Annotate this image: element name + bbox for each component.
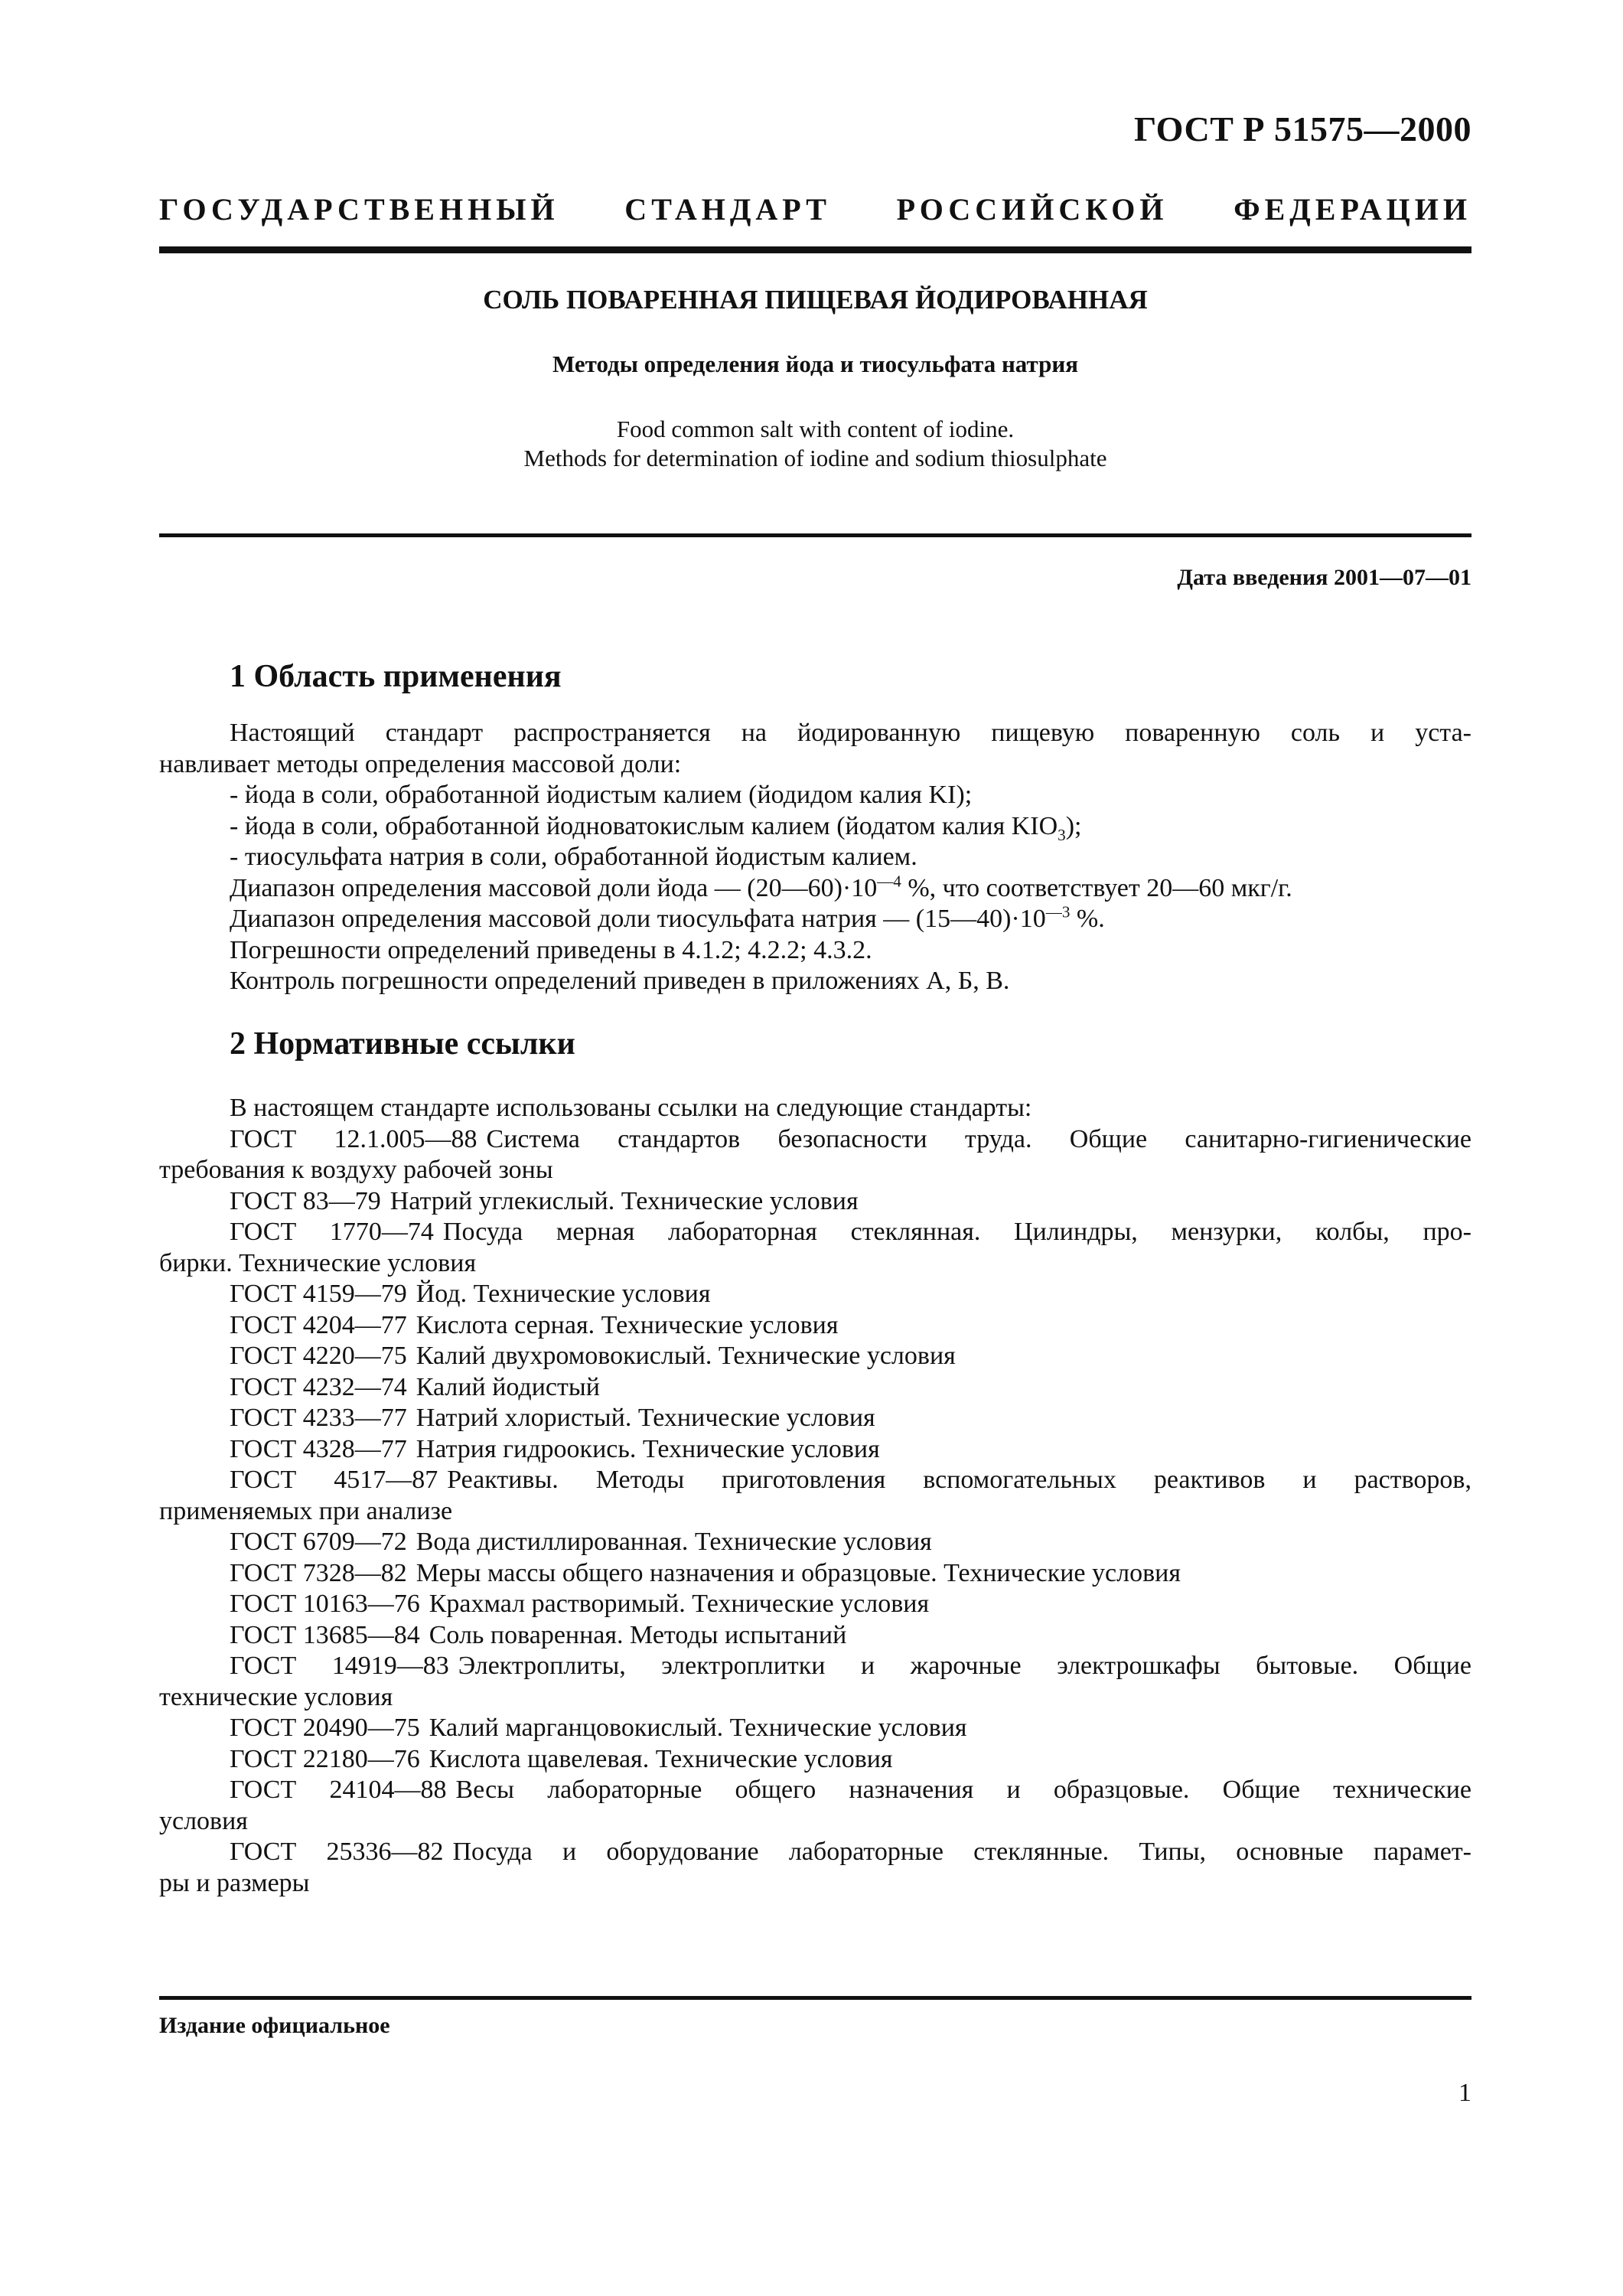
reference-title: Калий йодистый [416, 1372, 600, 1401]
reference-number: ГОСТ 12.1.005—88 [230, 1124, 477, 1153]
references-rows [159, 1124, 1471, 1900]
reference-title: Натрий углекислый. Технические условия [389, 1186, 859, 1215]
document-code: ГОСТ Р 51575—2000 [1134, 109, 1471, 148]
reference-title-cont: бирки. Технические условия [159, 1248, 477, 1277]
document-title: СОЛЬ ПОВАРЕННАЯ ПИЩЕВАЯ ЙОДИРОВАННАЯ [483, 285, 1148, 315]
section-1-body [159, 718, 1471, 997]
reference-title: Натрий хлористый. Технические условия [416, 1404, 875, 1432]
state-standard-heading: ГОСУДАРСТВЕННЫЙ СТАНДАРТ РОССИЙСКОЙ ФЕДЕРАЦИИ [159, 192, 1471, 227]
reference-title-cont: применяемых при анализе [159, 1496, 453, 1525]
reference-title: Реактивы. Методы приготовления вспомогательных реактивов и растворов, [447, 1466, 1471, 1494]
reference-title: Калий марганцовокислый. Технические условия [429, 1714, 967, 1742]
reference-number: ГОСТ 10163—76 [230, 1590, 420, 1618]
references-list [159, 1093, 1471, 1899]
reference-item [159, 1341, 1471, 1372]
introduction-date: Дата введения 2001—07—01 [1177, 565, 1471, 590]
scope-item-2-text: - йода в соли, обработанной йодноватокислым калием (йодатом калия KIO [230, 811, 1058, 840]
english-title-line-2: Methods for determination of iodine and sodium thiosulphate [523, 445, 1107, 471]
reference-item [159, 1279, 1471, 1310]
reference-item [159, 1186, 1471, 1218]
reference-title: Электроплиты, электроплитки и жарочные электрошкафы бытовые. Общие [458, 1652, 1471, 1680]
reference-number: ГОСТ 1770—74 [230, 1218, 434, 1246]
iodine-range-tail: %, что соответствует 20—60 мкг/г. [901, 873, 1292, 902]
official-edition-label: Издание официальное [159, 2013, 390, 2038]
reference-number: ГОСТ 4220—75 [230, 1342, 407, 1370]
thiosulphate-range-exponent: —3 [1045, 902, 1071, 921]
title-divider [159, 533, 1471, 537]
reference-title: Кислота серная. Технические условия [416, 1310, 839, 1339]
english-title-line-1: Food common salt with content of iodine. [616, 416, 1015, 442]
reference-number: ГОСТ 4517—87 [230, 1466, 438, 1494]
scope-item-2-subscript: 3 [1058, 825, 1066, 844]
footer-divider [159, 1996, 1471, 2000]
iodine-range [159, 873, 1471, 905]
reference-number: ГОСТ 25336—82 [230, 1838, 444, 1866]
reference-item [159, 1837, 1471, 1868]
reference-title: Крахмал растворимый. Технические условия [429, 1590, 930, 1618]
reference-number: ГОСТ 4204—77 [230, 1310, 407, 1339]
scope-intro-cont: навливает методы определения массовой доли: [159, 749, 682, 778]
reference-item [159, 1434, 1471, 1466]
reference-title: Система стандартов безопасности труда. Общие санитарно-гигиенические [486, 1124, 1471, 1153]
reference-item [159, 1713, 1471, 1744]
reference-item [159, 1372, 1471, 1404]
reference-title-cont: требования к воздуху рабочей зоны [159, 1156, 553, 1184]
thiosulphate-range-text: Диапазон определения массовой доли тиосульфата натрия — (15—40)·10 [230, 905, 1046, 933]
reference-item [159, 1310, 1471, 1342]
reference-number: ГОСТ 4328—77 [230, 1434, 407, 1463]
reference-number: ГОСТ 24104—88 [230, 1776, 447, 1804]
reference-number: ГОСТ 83—79 [230, 1186, 381, 1215]
control-note: Контроль погрешности определений приведен в приложениях А, Б, В. [230, 967, 1010, 995]
iodine-range-exponent: —4 [877, 872, 901, 891]
thiosulphate-range [159, 904, 1471, 935]
reference-title: Весы лабораторные общего назначения и образцовые. Общие технические [455, 1776, 1472, 1804]
iodine-range-text: Диапазон определения массовой доли йода — (20—60)·10 [230, 873, 878, 902]
reference-item [159, 1558, 1471, 1590]
english-title [159, 415, 1471, 473]
reference-number: ГОСТ 4233—77 [230, 1404, 407, 1432]
reference-number: ГОСТ 4159—79 [230, 1280, 407, 1308]
reference-number: ГОСТ 6709—72 [230, 1528, 407, 1556]
reference-title-cont: технические условия [159, 1682, 393, 1711]
scope-item-2-tail: ); [1065, 811, 1082, 840]
document-subtitle: Методы определения йода и тиосульфата натрия [552, 351, 1078, 377]
reference-title: Соль поваренная. Методы испытаний [429, 1620, 847, 1649]
scope-intro: Настоящий стандарт распространяется на йодированную пищевую поваренную соль и уста- [230, 719, 1471, 747]
reference-title: Натрия гидроокись. Технические условия [416, 1434, 880, 1463]
reference-number: ГОСТ 20490—75 [230, 1714, 420, 1742]
thiosulphate-range-tail: %. [1070, 905, 1105, 933]
references-intro: В настоящем стандарте использованы ссылки на следующие стандарты: [230, 1094, 1032, 1122]
reference-item [159, 1403, 1471, 1434]
reference-title-cont: ры и размеры [159, 1868, 310, 1897]
reference-title: Вода дистиллированная. Технические условия [416, 1528, 932, 1556]
scope-item-3: - тиосульфата натрия в соли, обработанной йодистым калием. [230, 843, 917, 871]
reference-item [159, 1775, 1471, 1806]
reference-item [159, 1465, 1471, 1496]
section-1-heading: 1 Область применения [230, 659, 562, 694]
reference-title-cont: условия [159, 1806, 248, 1835]
reference-item [159, 1124, 1471, 1156]
errors-note: Погрешности определений приведены в 4.1.2; 4.2.2; 4.3.2. [230, 935, 872, 964]
section-2-heading: 2 Нормативные ссылки [230, 1026, 575, 1062]
reference-title: Посуда и оборудование лабораторные стеклянные. Типы, основные парамет- [452, 1838, 1472, 1866]
reference-number: ГОСТ 13685—84 [230, 1620, 420, 1649]
reference-item [159, 1589, 1471, 1620]
reference-title: Меры массы общего назначения и образцовые. Технические условия [416, 1558, 1181, 1587]
reference-title: Кислота щавелевая. Технические условия [429, 1744, 893, 1773]
reference-item [159, 1744, 1471, 1776]
reference-title: Посуда мерная лабораторная стеклянная. Цилиндры, мензурки, колбы, про- [442, 1218, 1471, 1246]
header-divider [159, 246, 1471, 253]
reference-item [159, 1527, 1471, 1558]
reference-number: ГОСТ 14919—83 [230, 1652, 449, 1680]
scope-item-1: - йода в соли, обработанной йодистым калием (йодидом калия KI); [230, 781, 973, 809]
reference-title: Йод. Технические условия [416, 1280, 711, 1308]
reference-number: ГОСТ 4232—74 [230, 1372, 407, 1401]
reference-title: Калий двухромовокислый. Технические условия [416, 1342, 956, 1370]
reference-number: ГОСТ 7328—82 [230, 1558, 407, 1587]
reference-number: ГОСТ 22180—76 [230, 1744, 420, 1773]
page-number: 1 [1458, 2079, 1471, 2107]
scope-item-2 [159, 811, 1471, 843]
reference-item [159, 1651, 1471, 1682]
reference-item [159, 1217, 1471, 1248]
reference-item [159, 1620, 1471, 1652]
